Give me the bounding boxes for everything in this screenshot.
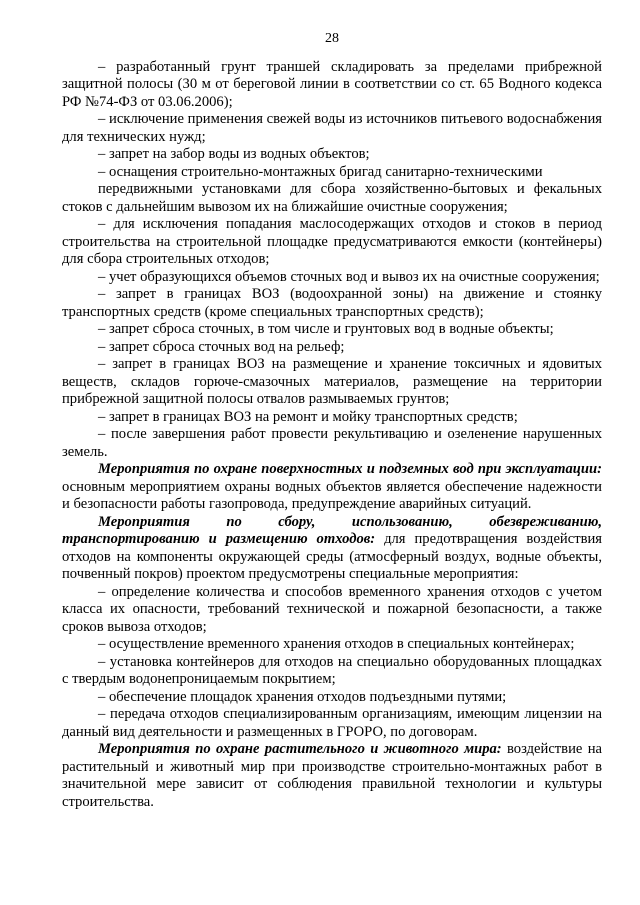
list-item-container-installation: – установка контейнеров для отходов на специально оборудованных площадках с твердым водонепроницаемым покрытием;	[62, 653, 602, 687]
list-item-traffic-ban: – запрет в границах ВОЗ (водоохранной зоны) на движение и стоянку транспортных средств (кроме специальных транспортных средств);	[62, 286, 602, 320]
list-item-recultivation: – после завершения работ провести рекультивацию и озеленение нарушенных земель.	[62, 426, 602, 460]
list-item-discharge-ban: – запрет сброса сточных, в том числе и грунтовых вод в водные объекты;	[98, 321, 554, 337]
list-item-waste-quantity: – определение количества и способов временного хранения отходов с учетом класса их опасности, требований технической и пожарной безопасности, а также сроков вывоза отходов;	[62, 583, 602, 635]
list-item-container-storage: – осуществление временного хранения отходов в специальных контейнерах;	[98, 636, 575, 652]
list-item-access-roads: – обеспечение площадок хранения отходов подъездными путями;	[98, 688, 507, 705]
list-item-waste-transfer: – передача отходов специализированным организациям, имеющим лицензии на данный вид деятельности и размещенных в ГРОРО, по договорам.	[62, 706, 602, 740]
section-flora-fauna: Мероприятия по охране растительного и животного мира: воздействие на растительный и животный мир при производстве строительно-монтажных работ в значительной мере зависит от соблюдения правильной технологии и культуры строительства.	[62, 741, 602, 810]
document-page	[62, 30, 602, 811]
list-item-sanitary-equipment: – оснащения строительно-монтажных бригад санитарно-техническими	[98, 163, 543, 180]
list-item-water-intake-ban: – запрет на забор воды из водных объектов;	[98, 146, 370, 162]
list-item-sanitary-equipment-cont: передвижными установками для сбора хозяйственно-бытовых и фекальных стоков с дальнейшим вывозом их на ближайшие очистные сооружения;	[62, 181, 602, 215]
list-item-wastewater-accounting: – учет образующихся объемов сточных вод и вывоз их на очистные сооружения;	[98, 268, 600, 285]
list-item-toxic-storage-ban: – запрет в границах ВОЗ на размещение и хранение токсичных и ядовитых веществ, складов горюче-смазочных материалов, размещение на территории прибрежной защитной полосы отвалов размываемых грунтов;	[62, 356, 602, 407]
section-heading: Мероприятия по сбору, использованию, обезвреживанию, транспортированию и размещению отходов:	[62, 513, 602, 547]
list-item-vehicle-wash-ban: – запрет в границах ВОЗ на ремонт и мойку транспортных средств;	[98, 408, 518, 425]
list-item-soil-storage: – разработанный грунт траншей складировать за пределами прибрежной защитной полосы (30 м от береговой линии в соответствии со ст. 65 Водного кодекса РФ №74-ФЗ от 03.06.2006);	[62, 58, 602, 110]
section-heading: Мероприятия по охране поверхностных и подземных вод при эксплуатации:	[98, 461, 602, 477]
list-item-oil-waste: – для исключения попадания маслосодержащих отходов и стоков в период строительства на строительной площадке предусматриваются емкости (контейнеры) для сбора строительных отходов;	[62, 216, 602, 267]
list-item-fresh-water: – исключение применения свежей воды из источников питьевого водоснабжения для технических нужд;	[62, 111, 602, 145]
section-heading: Мероприятия по охране растительного и животного мира:	[98, 741, 502, 757]
list-item-relief-discharge-ban: – запрет сброса сточных вод на рельеф;	[98, 338, 345, 355]
page-number: 28	[325, 31, 339, 46]
section-waste-management: Мероприятия по сбору, использованию, обезвреживанию, транспортированию и размещению отходов: для предотвращения воздействия отходов на компоненты окружающей среды (атмосферный воздух, водные объекты, почвенный покров) проектом предусмотрены специальные мероприятия:	[62, 513, 602, 582]
section-surface-water-operation: Мероприятия по охране поверхностных и подземных вод при эксплуатации: основным мероприятием охраны водных объектов является обеспечение надежности и безопасности работы газопровода, предупреждение аварийных ситуаций.	[62, 461, 602, 512]
